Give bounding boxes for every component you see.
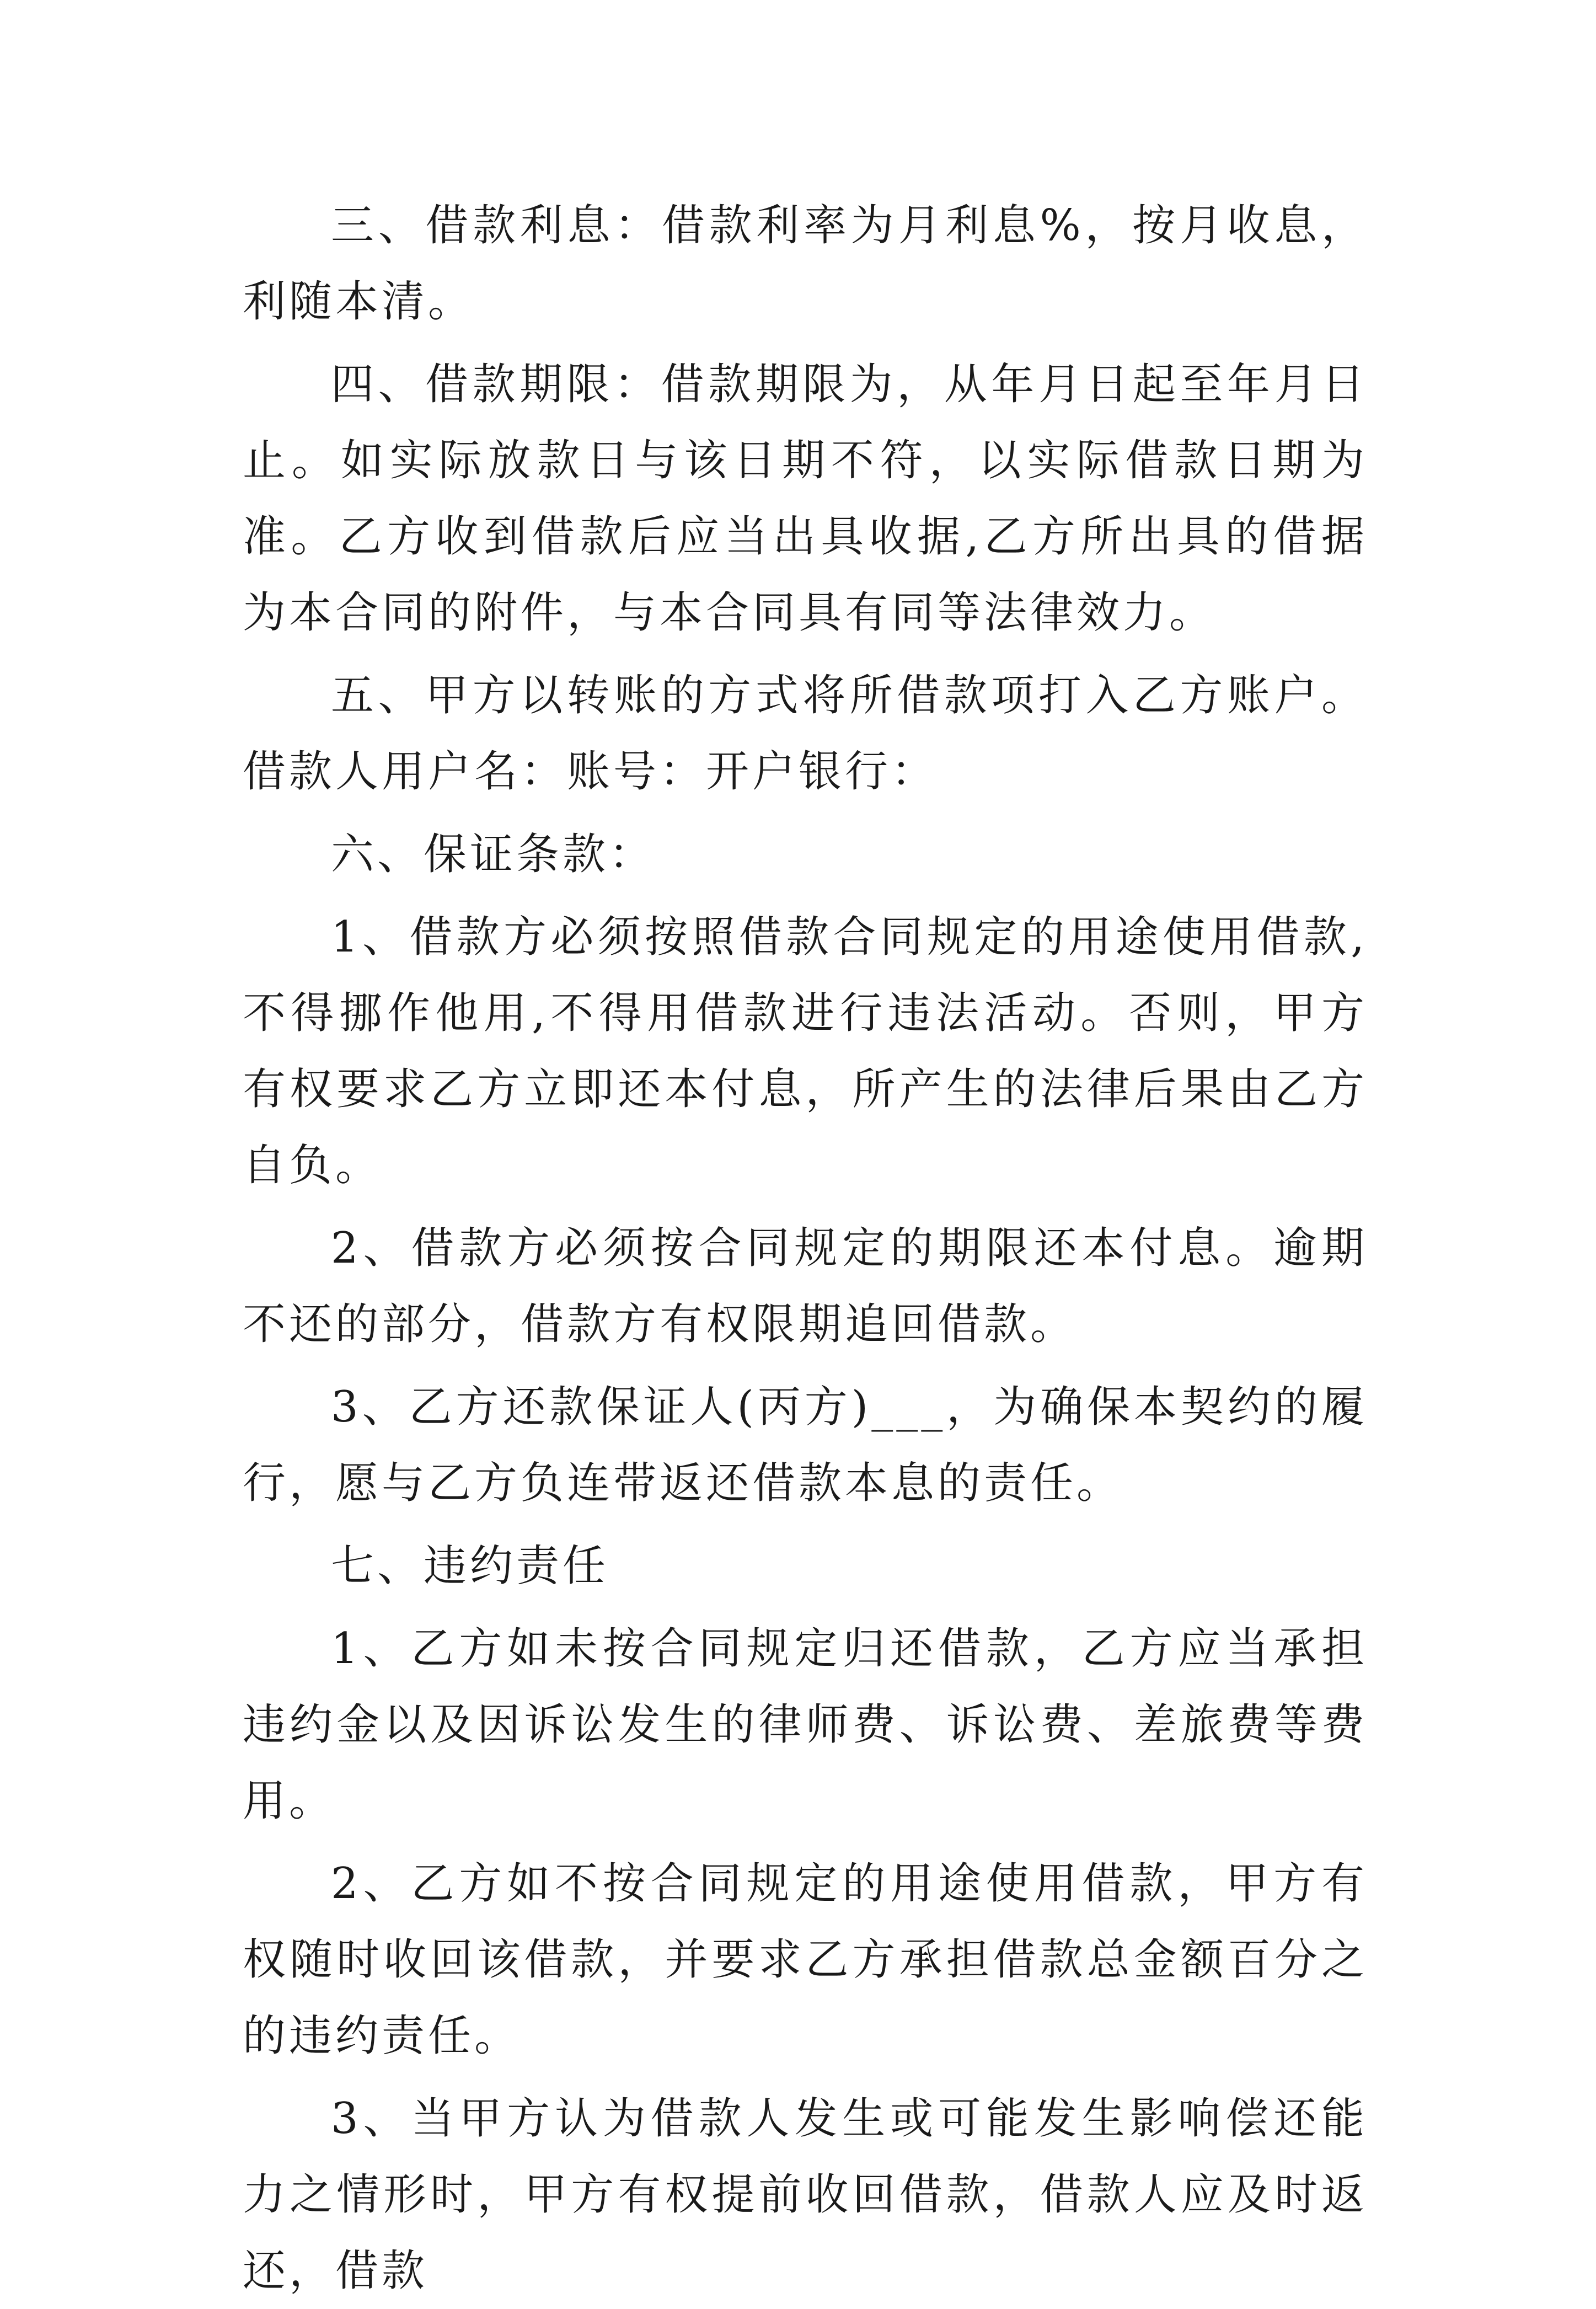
section-heading-guarantee: 六、保证条款：: [331, 830, 656, 879]
paragraph-liability-1: 1、乙方如未按合同规定归还借款，乙方应当承担违约金以及因诉讼发生的律师费、诉讼费、差旅费等费用。: [243, 1624, 1368, 1826]
paragraph-guarantee-3: 3、乙方还款保证人(丙方)___，为确保本契约的履行，愿与乙方负连带返还借款本息的责任。: [243, 1382, 1368, 1508]
paragraph-loan-term: 四、借款期限：借款期限为，从年月日起至年月日止。如实际放款日与该日期不符，以实际借款日期为准。乙方收到借款后应当出具收据,乙方所出具的借据为本合同的附件，与本合同具有同等法律效力。: [243, 360, 1368, 638]
section-heading-liability: 七、违约责任: [331, 1541, 609, 1591]
paragraph-interest: 三、借款利息：借款利率为月利息%，按月收息，利随本清。: [243, 201, 1368, 327]
paragraph-liability-3: 3、当甲方认为借款人发生或可能发生影响偿还能力之情形时，甲方有权提前收回借款，借款人应及时返还，借款: [243, 2094, 1368, 2296]
document-body: [243, 188, 1368, 2309]
paragraph-guarantee-2: 2、借款方必须按合同规定的期限还本付息。逾期不还的部分，借款方有权限期追回借款。: [243, 1223, 1368, 1349]
paragraph-liability-2: 2、乙方如不按合同规定的用途使用借款，甲方有权随时收回该借款，并要求乙方承担借款总金额百分之的违约责任。: [243, 1859, 1368, 2061]
paragraph-guarantee-1: 1、借款方必须按照借款合同规定的用途使用借款,不得挪作他用,不得用借款进行违法活动。否则，甲方有权要求乙方立即还本付息，所产生的法律后果由乙方自负。: [243, 912, 1368, 1190]
paragraph-transfer: 五、甲方以转账的方式将所借款项打入乙方账户。借款人用户名：账号：开户银行：: [243, 671, 1368, 797]
